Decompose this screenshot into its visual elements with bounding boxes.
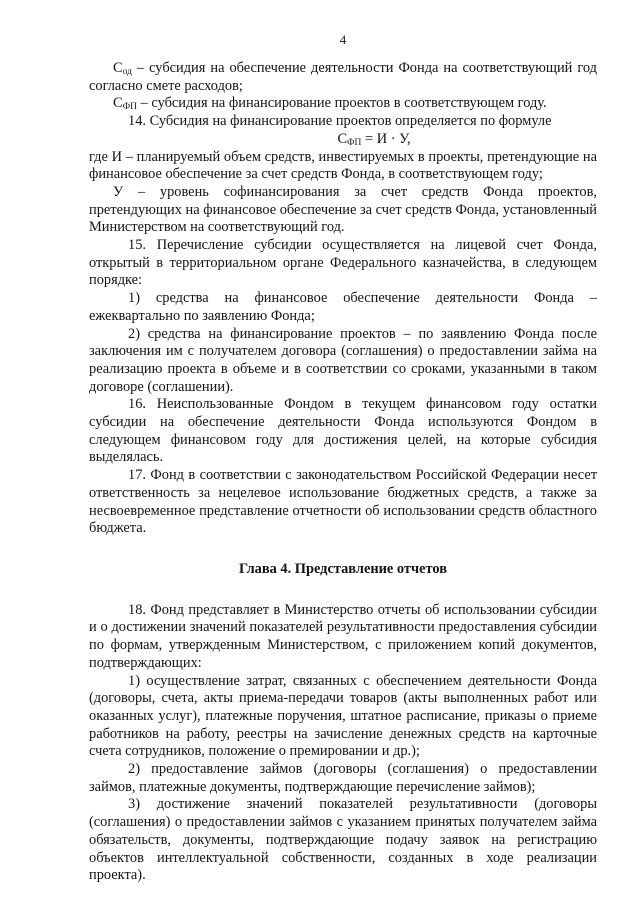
document-page — [89, 32, 597, 885]
paragraph-16: 16. Неиспользованные Фондом в текущем финансовом году остатки субсидии на обеспечение деятельности Фонда используются Фондом в следующем финансовом году для достижения целей, на которые субсидия выделялась. — [89, 396, 597, 466]
paragraph-18: 18. Фонд представляет в Министерство отчеты об использовании субсидии и о достижении значений показателей результативности предоставления субсидии по формам, утвержденным Министерством, с приложением копий документов, подтверждающих: — [89, 601, 597, 671]
paragraph-17: 17. Фонд в соответствии с законодательством Российской Федерации несет ответственность за нецелевое использование бюджетных средств, а также за несвоевременное представление отчетности об использовании средств областного бюджета. — [89, 467, 597, 537]
symbol-subscript: ФП — [122, 102, 137, 113]
definition-text: – субсидия на финансирование проектов в соответствующем году. — [136, 95, 547, 112]
symbol-s: С — [113, 60, 123, 76]
definition-u: У – уровень софинансирования за счет средств Фонда проектов, претендующих на финансовое обеспечение за счет средств Фонда, установленный Министерством на соответствующий год. — [89, 183, 597, 236]
definition-i: где И – планируемый объем средств, инвестируемых в проекты, претендующие на финансовое обеспечение за счет средств Фонда, в соответствующем году; — [89, 148, 597, 183]
symbol-subscript: од — [122, 67, 132, 77]
page-number: 4 — [339, 32, 347, 47]
paragraph-18-item-3: 3) достижение значений показателей результативности (договоры (соглашения) о предоставлении займов с указанием принятых получателем займа обязательств, документы, подтверждающие подачу заявок на регистрацию объектов интеллектуальной собственности, созданных в ходе реализации проекта). — [89, 796, 597, 884]
symbol-s: С — [113, 95, 123, 112]
definition-s-fp — [89, 95, 597, 113]
paragraph-18-item-1: 1) осуществление затрат, связанных с обеспечением деятельности Фонда (договоры, счета, акты приема-передачи товаров (акты выполненных работ или оказанных услуг), платежные поручения, штатное расписание, приказы о приеме работников на работу, реестры на зачисление денежных средств на карточные счета сотрудников, положение о премировании и др.); — [89, 672, 597, 760]
paragraph-18-item-2: 2) предоставление займов (договоры (соглашения) о предоставлении займов, платежные документы, подтверждающие перечисление займов); — [89, 761, 597, 795]
paragraph-15-item-1: 1) средства на финансовое обеспечение деятельности Фонда – ежеквартально по заявлению Фонда; — [89, 290, 597, 324]
paragraph-15: 15. Перечисление субсидии осуществляется на лицевой счет Фонда, открытый в территориальном органе Федерального казначейства, в следующем порядке: — [89, 237, 597, 289]
formula-subscript: ФП — [347, 137, 362, 148]
paragraph-15-item-2: 2) средства на финансирование проектов – по заявлению Фонда после заключения им с получателем договора (соглашения) о предоставлении займа на реализацию проекта в объеме и в соответствии со сроками, указанными в таком договоре (соглашении). — [89, 325, 597, 395]
definition-text: – субсидия на обеспечение деятельности Фонда на соответствующий год согласно смете расходов; — [89, 60, 597, 94]
paragraph-14: 14. Субсидия на финансирование проектов определяется по формуле — [128, 113, 552, 130]
formula-symbol: С — [337, 130, 348, 147]
definition-s-od — [89, 60, 597, 95]
chapter-title: Глава 4. Представление отчетов — [239, 560, 447, 577]
formula-rest: = И · У, — [361, 130, 411, 147]
formula — [151, 131, 597, 149]
